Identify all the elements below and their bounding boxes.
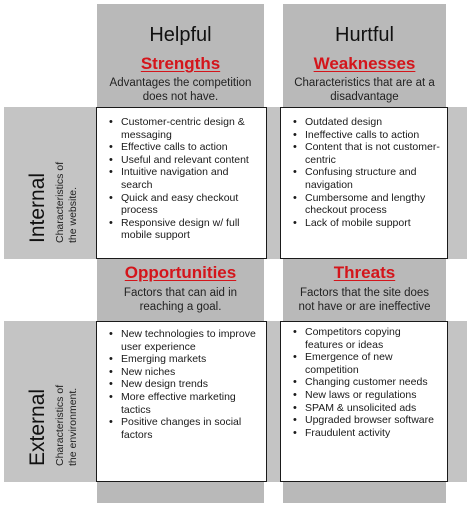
strengths-subtitle-line2: does not have. [142, 91, 219, 103]
list-item: • Competitors copying features or ideas [281, 326, 441, 351]
list-item: • Emerging markets [97, 353, 260, 366]
opportunities-list [97, 328, 266, 441]
list-item: • Effective calls to action [97, 141, 260, 154]
external-row-label [26, 385, 80, 466]
hurtful-header [283, 0, 446, 107]
list-item: • New technologies to improve user experience [97, 328, 260, 353]
list-item: • Ineffective calls to action [281, 129, 441, 142]
list-item: • New niches [97, 366, 260, 379]
list-item: • Changing customer needs [281, 376, 441, 389]
internal-title: Internal [26, 172, 49, 243]
external-title: External [26, 388, 49, 466]
threats-list [281, 326, 447, 439]
internal-desc-line1: Characteristics of [54, 161, 66, 243]
threats-subtitle [283, 286, 446, 314]
list-item: • Confusing structure and navigation [281, 166, 441, 191]
internal-desc-line2: the website. [67, 186, 79, 243]
threats-subtitle-line2: not have or are ineffective [298, 301, 431, 313]
list-item: • Quick and easy checkout process [97, 192, 260, 217]
threats-box [280, 321, 448, 482]
opportunities-subtitle-line1: Factors that can aid in [123, 287, 238, 299]
external-desc-line1: Characteristics of [54, 384, 66, 466]
weaknesses-list [281, 116, 447, 229]
list-item: • Useful and relevant content [97, 154, 260, 167]
list-item: • Lack of mobile support [281, 217, 441, 230]
list-item: • More effective marketing tactics [97, 391, 260, 416]
threats-title: Threats [333, 263, 396, 282]
list-item: • Cumbersome and lengthy checkout process [281, 192, 441, 217]
weaknesses-subtitle-line1: Characteristics that are at a [294, 77, 435, 89]
weaknesses-box [280, 107, 448, 259]
opportunities-subtitle-line2: reaching a goal. [139, 301, 222, 313]
hurtful-title: Hurtful [335, 24, 394, 46]
external-desc-line2: the environment. [67, 387, 79, 466]
threats-subtitle-line1: Factors that the site does [299, 287, 430, 299]
opportunities-header [97, 259, 264, 321]
list-item: • Content that is not customer-centric [281, 141, 441, 166]
helpful-title: Helpful [149, 24, 212, 46]
opportunities-title: Opportunities [124, 263, 237, 282]
opportunities-box [96, 321, 267, 482]
list-item: • Positive changes in social factors [97, 416, 260, 441]
list-item: • Intuitive navigation and search [97, 166, 260, 191]
weaknesses-subtitle [283, 76, 446, 104]
strengths-box [96, 107, 267, 259]
list-item: • Fraudulent activity [281, 427, 441, 440]
opportunities-subtitle [97, 286, 264, 314]
list-item: • New design trends [97, 378, 260, 391]
helpful-header [97, 0, 264, 107]
strengths-subtitle [97, 76, 264, 104]
strengths-subtitle-line1: Advantages the competition [109, 77, 252, 89]
strengths-list [97, 116, 266, 242]
strengths-title: Strengths [140, 54, 221, 73]
weaknesses-subtitle-line2: disadvantage [330, 91, 399, 103]
weaknesses-title: Weaknesses [313, 54, 416, 73]
list-item: • Responsive design w/ full mobile support [97, 217, 260, 242]
list-item: • New laws or regulations [281, 389, 441, 402]
internal-row-label [26, 162, 80, 243]
list-item: • Customer-centric design & messaging [97, 116, 260, 141]
list-item: • Emergence of new competition [281, 351, 441, 376]
threats-header [283, 259, 446, 321]
list-item: • Upgraded browser software [281, 414, 441, 427]
list-item: • Outdated design [281, 116, 441, 129]
list-item: • SPAM & unsolicited ads [281, 402, 441, 415]
